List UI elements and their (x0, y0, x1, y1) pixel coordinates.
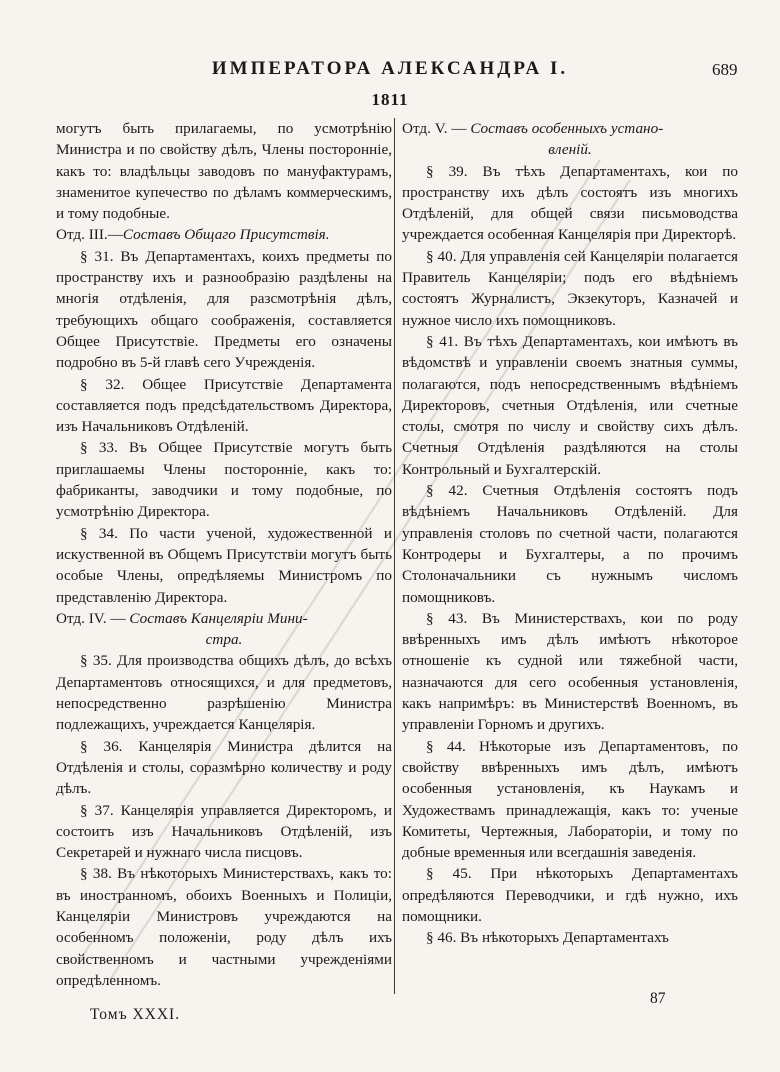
section-label: Отд. V. — (402, 120, 471, 137)
paragraph-34: § 34. По части ученой, художественной и искуственной въ Общемъ Присутствіи могутъ быть особые Члены, опредѣляемы Министромъ по представленію Директора. (56, 524, 392, 606)
paragraph-45: § 45. При нѣкоторыхъ Департаментахъ опредѣляются Переводчики, и гдѣ нужно, ихъ помощники. (402, 865, 738, 925)
section-title: Составъ Общаго Присутствія. (122, 226, 330, 244)
section-label: Отд. III.— (56, 226, 123, 244)
section-title-continued: стра. (205, 631, 243, 649)
paragraph-35: § 35. Для производства общихъ дѣлъ, до всѣхъ Департаментовъ относящихся, и для предметовъ, непосредственно разрѣшенію Министра подлежащихъ, учреждается Канцелярія. (56, 652, 392, 734)
running-head-title: ИМПЕРАТОРА АЛЕКСАНДРА I. (211, 58, 569, 79)
column-divider (394, 118, 395, 994)
section-label: Отд. IV. — (56, 609, 130, 627)
volume-label: Томъ XXXI. (90, 1006, 181, 1023)
paragraph-46: § 46. Въ нѣкоторыхъ Департаментахъ (426, 929, 669, 947)
year-heading: 1811 (371, 90, 409, 109)
section-title-continued: вленій. (548, 141, 592, 159)
paragraph-41: § 41. Въ тѣхъ Департаментахъ, кои имѣютъ въ вѣдомствѣ и управленіи своемъ знатныя суммы, полагаются, подъ непосредственнымъ вѣдѣніемъ Директоровъ, счетныя Отдѣленія, или счетные столы, смотря по числу и свойству сихъ дѣлъ. Счетныя Отдѣленія раздѣляются на столы Контрольный и Бухгалтерскій. (402, 332, 738, 478)
paragraph-42: § 42. Счетныя Отдѣленія состоятъ подъ вѣдѣніемъ Начальниковъ Отдѣленій. Для управленія столовъ по счетной части, полагаются Контродеры и Бухгалтеры, а по прочимъ Столоначальники съ нужнымъ числомъ помощниковъ. (402, 482, 738, 606)
section-title: Составъ особенныхъ устано- (470, 120, 664, 137)
paragraph-32: § 32. Общее Присутствіе Департамента составляется подъ предсѣдательствомъ Директора, изъ Начальниковъ Отдѣленій. (56, 375, 392, 436)
paragraph-38: § 38. Въ нѣкоторыхъ Министерствахъ, какъ то: въ иностранномъ, обоихъ Военныхъ и Полиціи, Канцеляріи Министровъ учреждаются на особенномъ положеніи, роду дѣлъ ихъ свойственномъ и частными учрежденіями опредѣленномъ. (56, 865, 392, 989)
left-column (56, 118, 392, 991)
section-heading-4 (56, 608, 392, 629)
section-title: Составъ Канцеляріи Мини- (129, 609, 308, 627)
paragraph-40: § 40. Для управленія сей Канцеляріи полагается Правитель Канцеляріи; подъ его вѣдѣніемъ состоятъ Журналистъ, Экзекуторъ, Казначей и нужное число ихъ помощниковъ. (402, 247, 738, 329)
paragraph-continued: могутъ быть прилагаемы, по усмотрѣнію Министра и по свойству дѣлъ, Члены посторонніе, какъ то: владѣльцы заводовъ по мануфактурамъ, знаменитое купечество по дѣламъ коммерческимъ, и тому подобные. (56, 120, 392, 223)
section-heading-5 (402, 118, 738, 139)
paragraph-39: § 39. Въ тѣхъ Департаментахъ, кои по пространству ихъ дѣлъ состоятъ изъ многихъ Отдѣленій, для общей связи письмоводства учреждается особенная Канцелярія при Директорѣ. (402, 162, 738, 244)
section-heading-3 (56, 224, 392, 245)
paragraph-33: § 33. Въ Общее Присутствіе могутъ быть приглашаемы Члены посторонніе, какъ то: фабриканты, заводчики и тому подобные, по усмотрѣнію Директора. (56, 439, 392, 521)
paragraph-36: § 36. Канцелярія Министра дѣлится на Отдѣленія и столы, соразмѣрно количеству и роду дѣлъ. (56, 737, 392, 798)
paragraph-43: § 43. Въ Министерствахъ, кои по роду ввѣренныхъ имъ дѣлъ имѣютъ нѣкоторое отношеніе къ судной или тяжебной части, назначаются для сего особенныя установленія, какъ напримѣръ: въ Министерствѣ Военномъ, въ управленіи Горномъ и другихъ. (402, 609, 738, 734)
paragraph-37: § 37. Канцелярія управляется Директоромъ, и состоитъ изъ Начальниковъ Отдѣленій, изъ Секретарей и нужнаго числа писцовъ. (56, 801, 392, 862)
signature-mark: 87 (650, 990, 666, 1007)
paragraph-31: § 31. Въ Департаментахъ, коихъ предметы по пространству ихъ и разнообразію раздѣлены на многія отдѣленія, для разсмотрѣнія дѣлъ, требующихъ общаго соображенія, составляется Общее Присутствіе. Предметы его означены подробно въ 5-й главѣ сего Учрежденія. (56, 247, 392, 372)
right-column (402, 118, 738, 949)
page-number: 689 (712, 60, 738, 79)
paragraph-44: § 44. Нѣкоторые изъ Департаментовъ, по свойству ввѣренныхъ имъ дѣлъ, имѣютъ особенныя установленія, къ Наукамъ и Художествамъ принадлежащія, какъ то: ученые Комитеты, Чертежныя, Лабораторіи, и тому по добные временныя или всегдашнія заведенія. (402, 737, 738, 862)
